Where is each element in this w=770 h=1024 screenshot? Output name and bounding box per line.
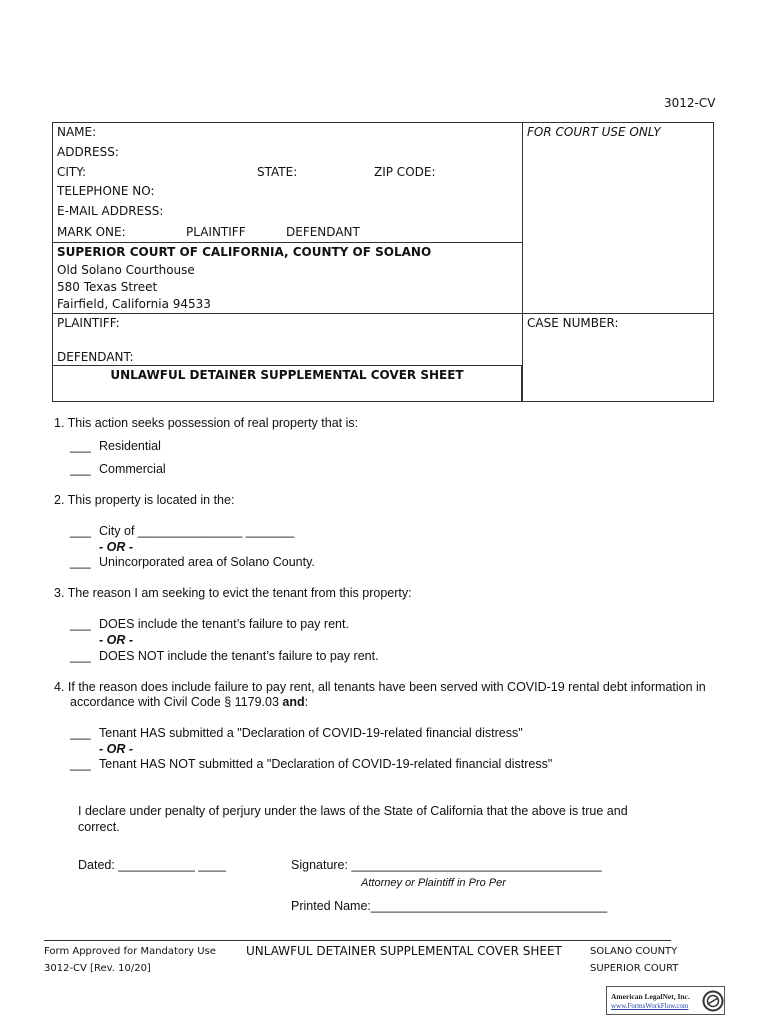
q1-blank-2[interactable]: ___ <box>70 462 91 476</box>
q4-option-has: Tenant HAS submitted a "Declaration of COVID-19-related financial distress" <box>99 726 523 740</box>
form-number: 3012-CV <box>664 96 716 110</box>
name-label: NAME: <box>57 125 97 139</box>
zip-label: ZIP CODE: <box>374 165 436 179</box>
divider-court <box>52 242 522 243</box>
q3-or: - OR - <box>99 633 134 647</box>
q2-option-unincorporated: Unincorporated area of Solano County. <box>99 555 315 569</box>
q2-blank-1[interactable]: ___ <box>70 524 91 538</box>
dated-field[interactable]: Dated: ___________ ____ <box>78 858 227 872</box>
printed-name-field[interactable]: Printed Name:__________________________________ <box>291 899 608 913</box>
footer-title: UNLAWFUL DETAINER SUPPLEMENTAL COVER SHEET <box>246 944 562 958</box>
q2-blank-2[interactable]: ___ <box>70 555 91 569</box>
q4-blank-2[interactable]: ___ <box>70 757 91 771</box>
declaration-line2: correct. <box>78 820 120 834</box>
address-label: ADDRESS: <box>57 145 119 159</box>
court-name: SUPERIOR COURT OF CALIFORNIA, COUNTY OF SOLANO <box>57 245 432 259</box>
q4-line2-text: accordance with Civil Code § 1179.03 <box>70 695 283 709</box>
q4-and: and <box>282 695 305 709</box>
q1-blank-1[interactable]: ___ <box>70 439 91 453</box>
badge-company: American LegalNet, Inc. <box>611 992 690 1001</box>
q4-colon: : <box>304 695 309 709</box>
q1-option-commercial: Commercial <box>99 462 166 476</box>
state-label: STATE: <box>257 165 298 179</box>
q2-or: - OR - <box>99 540 134 554</box>
q3-option-does-not: DOES NOT include the tenant’s failure to pay rent. <box>99 649 379 663</box>
question-2: 2. This property is located in the: <box>54 493 235 507</box>
court-use-label: FOR COURT USE ONLY <box>527 125 661 139</box>
q4-blank-1[interactable]: ___ <box>70 726 91 740</box>
defendant-label: DEFENDANT: <box>57 350 134 364</box>
court-use-divider <box>522 122 523 402</box>
telephone-label: TELEPHONE NO: <box>57 184 155 198</box>
mark-one-label: MARK ONE: <box>57 225 126 239</box>
q3-blank-1[interactable]: ___ <box>70 617 91 631</box>
mark-defendant-option[interactable]: DEFENDANT <box>286 225 360 239</box>
q3-option-does: DOES include the tenant’s failure to pay rent. <box>99 617 349 631</box>
footer-court: SUPERIOR COURT <box>590 963 679 974</box>
q4-option-has-not: Tenant HAS NOT submitted a "Declaration of COVID-19-related financial distress" <box>99 757 553 771</box>
q3-blank-2[interactable]: ___ <box>70 649 91 663</box>
signature-field[interactable]: Signature: ____________________________________ <box>291 858 602 872</box>
email-label: E-MAIL ADDRESS: <box>57 204 164 218</box>
plaintiff-label: PLAINTIFF: <box>57 316 120 330</box>
case-number-label: CASE NUMBER: <box>527 316 619 330</box>
question-3: 3. The reason I am seeking to evict the tenant from this property: <box>54 586 412 600</box>
city-label: CITY: <box>57 165 87 179</box>
caption-box <box>52 122 714 402</box>
court-address-line3: Fairfield, California 94533 <box>57 297 211 311</box>
mark-plaintiff-option[interactable]: PLAINTIFF <box>186 225 246 239</box>
question-4-line2 <box>70 695 308 709</box>
legalnet-logo-icon <box>702 990 724 1012</box>
form-title: UNLAWFUL DETAINER SUPPLEMENTAL COVER SHEET <box>110 368 464 382</box>
footer-approved: Form Approved for Mandatory Use <box>44 946 216 957</box>
q4-or: - OR - <box>99 742 134 756</box>
badge-url[interactable]: www.FormsWorkFlow.com <box>611 1002 689 1010</box>
footer-rev: 3012-CV [Rev. 10/20] <box>44 963 151 974</box>
question-1: 1. This action seeks possession of real property that is: <box>54 416 359 430</box>
declaration-line1: I declare under penalty of perjury under the laws of the State of California that the above is true and <box>78 804 628 818</box>
q1-option-residential: Residential <box>99 439 161 453</box>
attorney-caption: Attorney or Plaintiff in Pro Per <box>361 877 506 889</box>
q2-option-city: City of _______________ _______ <box>99 524 295 538</box>
legalnet-badge[interactable] <box>606 986 725 1015</box>
footer-county: SOLANO COUNTY <box>590 946 678 957</box>
court-address-line2: 580 Texas Street <box>57 280 158 294</box>
question-4-line1: 4. If the reason does include failure to pay rent, all tenants have been served with COVID-19 rental debt information in <box>54 680 706 694</box>
footer-rule <box>44 940 671 941</box>
divider-parties <box>52 313 714 314</box>
court-address-line1: Old Solano Courthouse <box>57 263 195 277</box>
